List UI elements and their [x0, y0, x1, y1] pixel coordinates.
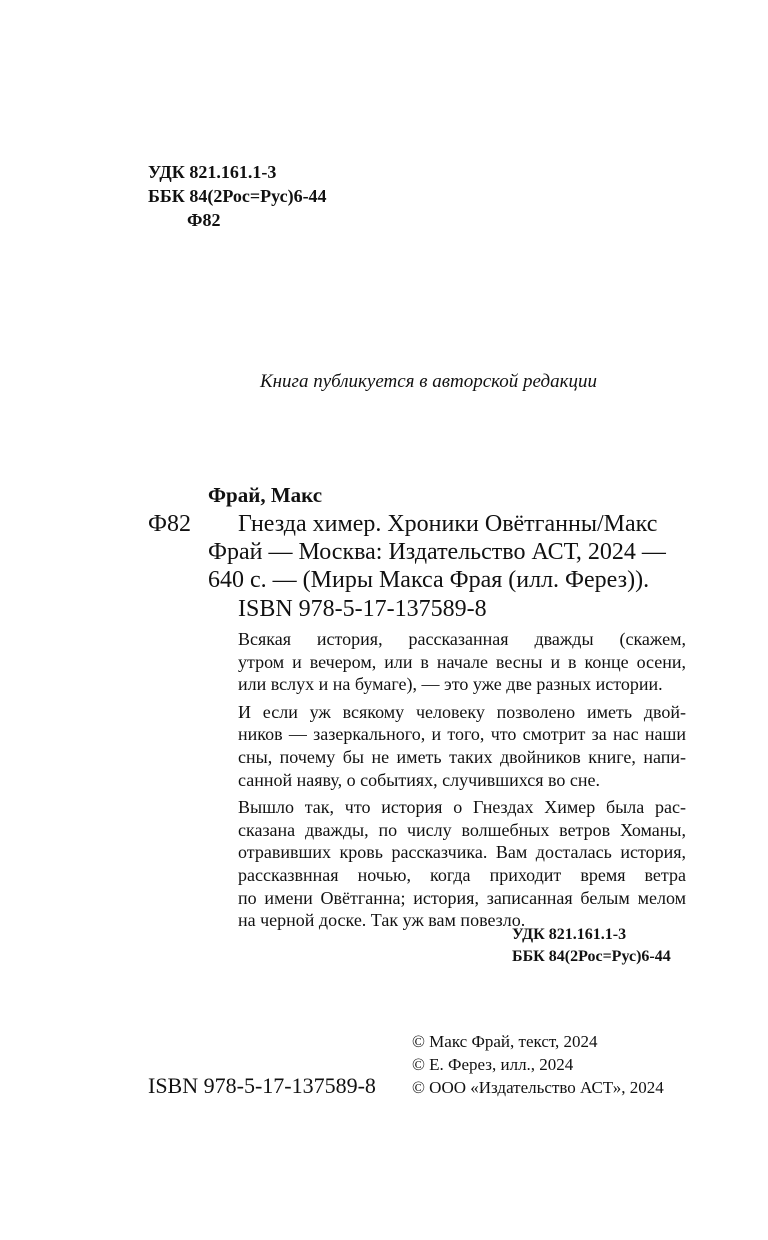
copyright-publisher: © ООО «Издательство АСТ», 2024 [412, 1078, 664, 1097]
annotation-line: сказана дважды, по числу волшебных ветров Хоманы, [238, 819, 686, 840]
author-sign-top: Ф82 [187, 210, 221, 230]
annotation-line: Вышло так, что история о Гнездах Химер была рас- [238, 797, 686, 818]
bib-line-1: Гнезда химер. Хроники Овётганны/Макс [238, 511, 658, 537]
bib-author: Фрай, Макс [208, 483, 323, 507]
isbn-bottom: ISBN 978-5-17-137589-8 [148, 1073, 376, 1098]
bbk-code-bottom: ББК 84(2Рос=Рус)6-44 [512, 948, 671, 965]
copyright-author: © Макс Фрай, текст, 2024 [412, 1032, 598, 1051]
annotation-line: или вслух и на бумаге), — это уже две разных истории. [238, 674, 663, 695]
annotation-line: И если уж всякому человеку позволено иметь двой- [238, 701, 686, 722]
annotation-line: ников — зазеркального, и того, что смотрит за нас наши [238, 724, 686, 745]
bib-isbn: ISBN 978-5-17-137589-8 [238, 596, 487, 622]
annotation-line: санной наяву, о событиях, случившихся во сне. [238, 769, 600, 790]
annotation-line: на черной доске. Так уж вам повезло. [238, 910, 526, 931]
bib-author-sign: Ф82 [148, 511, 191, 537]
copyright-illustrator: © Е. Ферез, илл., 2024 [412, 1055, 574, 1074]
annotation-line: утром и вечером, или в начале весны и в конце осени, [238, 651, 686, 672]
annotation-line: отравивших кровь рассказчика. Вам досталась история, [238, 842, 686, 863]
bib-line-3: 640 с. — (Миры Макса Фрая (илл. Ферез)). [208, 567, 650, 593]
bib-line-2: Фрай — Москва: Издательство АСТ, 2024 — [208, 539, 666, 565]
udk-code-top: УДК 821.161.1-3 [148, 162, 277, 182]
annotation-line: рассказвнная ночью, когда приходит время ветра [238, 864, 686, 885]
annotation-paragraph-1 [208, 628, 686, 696]
annotation [208, 628, 686, 937]
annotation-paragraph-2 [208, 701, 686, 791]
annotation-line: сны, почему бы не иметь таких двойников книге, напи- [238, 746, 686, 767]
editorial-note: Книга публикуется в авторской редакции [260, 371, 598, 392]
annotation-paragraph-3 [208, 796, 686, 932]
bbk-code-top: ББК 84(2Рос=Рус)6-44 [148, 186, 327, 206]
annotation-line: по имени Овётганна; история, записанная белым мелом [238, 887, 686, 908]
annotation-line: Всякая история, рассказанная дважды (скажем, [238, 629, 686, 649]
udk-code-bottom: УДК 821.161.1-3 [512, 926, 627, 943]
